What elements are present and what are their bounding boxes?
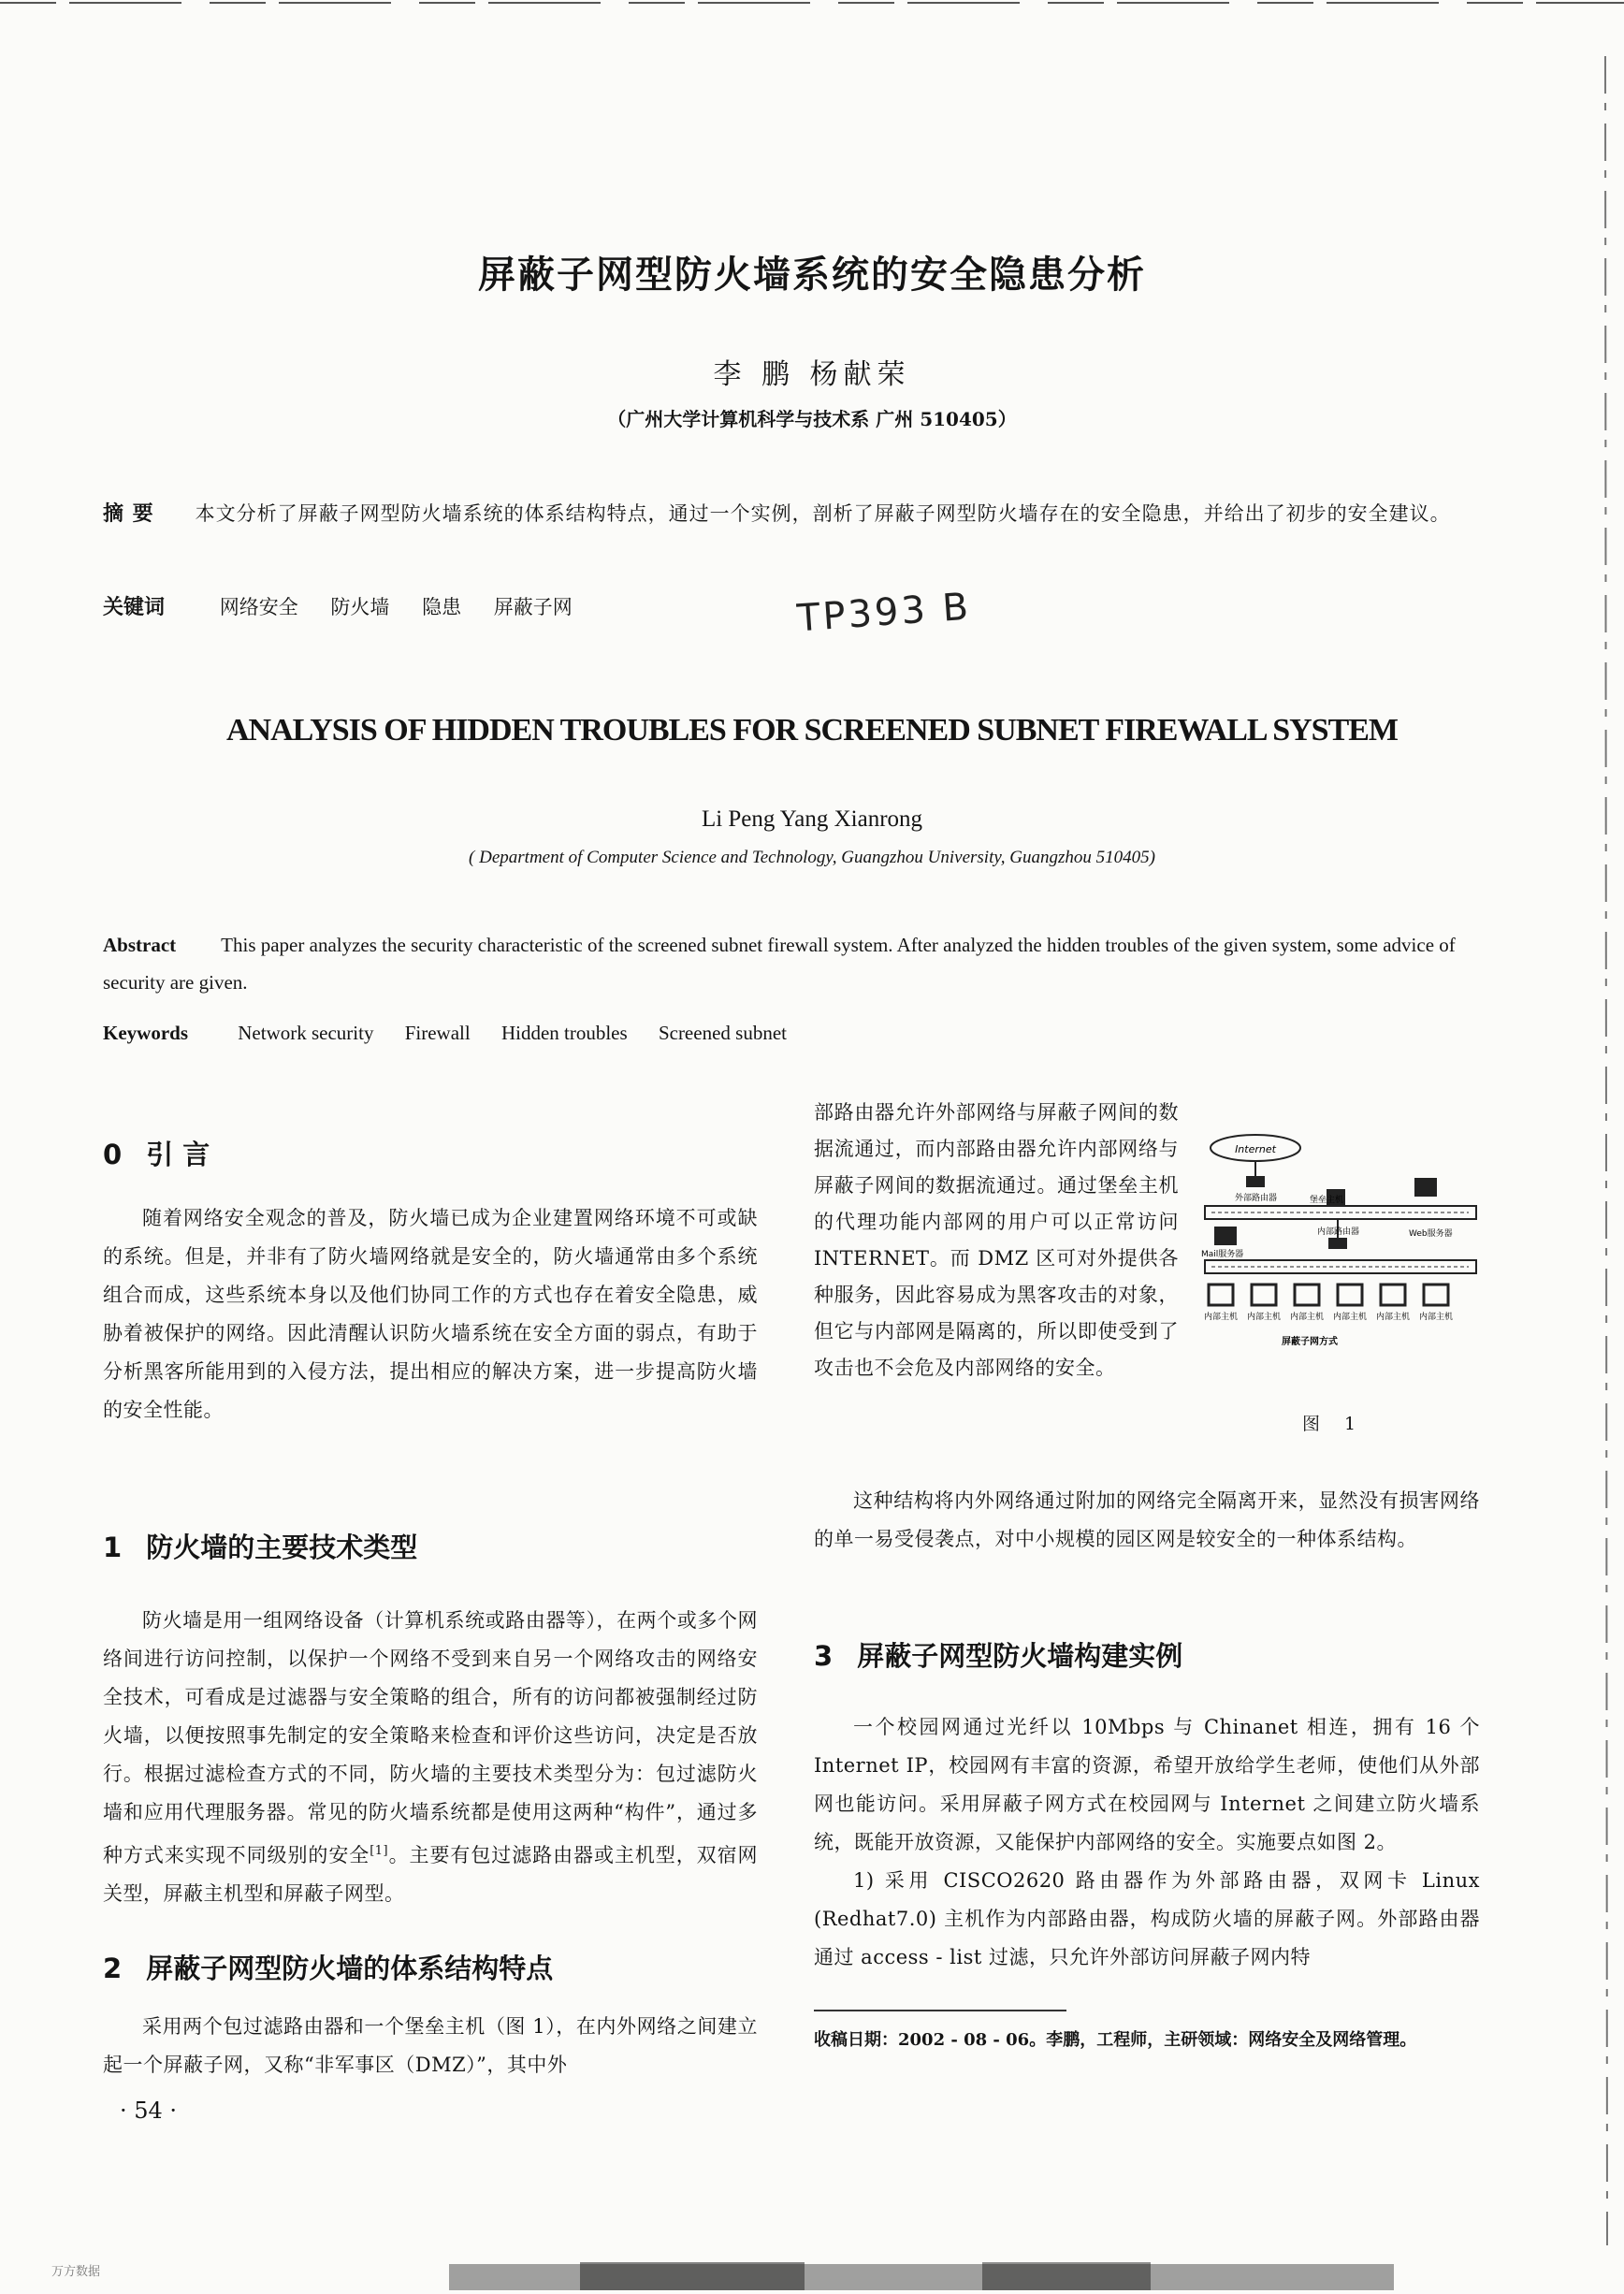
bastion-label: 堡垒主机 xyxy=(1310,1196,1344,1205)
paragraph-text: 防火墙是用一组网络设备（计算机系统或路由器等），在两个或多个网络间进行访问控制，以保护一个网络不受到来自另一个网络攻击的网络安全技术，可看成是过滤器与安全策略的组合，所有的访问都被强制经过防火墙，以便按照事先制定的安全策略来检查和评价这些访问，决定是否放行。根据过滤检查方式的不同，防火墙的主要技术类型分为：包过滤防火墙和应用代理服务器。常见的防火墙系统都是使用这两种“构件”，通过多种方式来实现不同级别的安全 xyxy=(103,1609,758,1866)
abstract-zh-text: 本文分析了屏蔽子网型防火墙系统的体系结构特点，通过一个实例，剖析了屏蔽子网型防火墙存在的安全隐患，并给出了初步的安全建议。 xyxy=(195,502,1451,525)
section-1-body xyxy=(103,1602,758,1913)
keywords-en-label: Keywords xyxy=(103,1022,188,1044)
outer-router-icon xyxy=(1246,1176,1265,1187)
authors-en: Li Peng Yang Xianrong xyxy=(701,806,923,832)
host-icon xyxy=(1424,1285,1448,1305)
section-number: 1 xyxy=(103,1532,123,1563)
abstract-en-label: Abstract xyxy=(103,934,177,956)
section-2-body-final xyxy=(814,1482,1480,1559)
affiliation: （广州大学计算机科学与技术系 广州 510405） xyxy=(607,408,1017,430)
section-2-heading xyxy=(103,1948,553,1986)
mail-server-label: Mail服务器 xyxy=(1201,1250,1244,1259)
section-number: 2 xyxy=(103,1953,123,1984)
web-server-label: Web服务器 xyxy=(1409,1229,1453,1239)
section-title: 防火墙的主要技术类型 xyxy=(146,1532,418,1563)
scan-edge-top xyxy=(0,0,1624,9)
host-icon xyxy=(1338,1285,1362,1305)
section-0-body xyxy=(103,1199,758,1430)
handwritten-classification-note: TP393 B xyxy=(795,585,973,641)
section-3-heading xyxy=(814,1635,1182,1674)
host-icon xyxy=(1295,1285,1319,1305)
section-number: 0 xyxy=(103,1139,123,1170)
abstract-en xyxy=(103,926,1487,1001)
paragraph: 随着网络安全观念的普及，防火墙已成为企业建置网络环境不可或缺的系统。但是，并非有了防火墙网络就是安全的，防火墙通常由多个系统组合而成，这些系统本身以及他们协同工作的方式也存在着安全隐患，威胁着被保护的网络。因此清醒认识防火墙系统在安全方面的弱点，有助于分析黑客所能用到的入侵方法，提出相应的解决方案，进一步提高防火墙的安全性能。 xyxy=(103,1207,758,1421)
section-1-heading xyxy=(103,1527,417,1565)
section-3-body xyxy=(814,1708,1480,1977)
section-number: 3 xyxy=(814,1640,834,1672)
keyword-zh: 屏蔽子网 xyxy=(493,596,573,618)
paragraph: 采用两个包过滤路由器和一个堡垒主机（图 1），在内外网络之间建立起一个屏蔽子网，又称“非军事区（DMZ）”，其中外 xyxy=(103,2015,758,2076)
section-title: 引 言 xyxy=(146,1139,210,1170)
page-number: · 54 · xyxy=(120,2098,178,2124)
paragraph-text-tail: 。主要有包过滤路由器或主机型，双宿网关型，屏蔽主机型和屏蔽子网型。 xyxy=(103,1844,759,1905)
host-icon xyxy=(1209,1285,1233,1305)
authors: 李 鹏 杨献荣 xyxy=(713,358,911,391)
abstract-en-text: This paper analyzes the security characteristic of the screened subnet firewall system. After analyzed the hidden troubles of the given system, some advice of security are given. xyxy=(103,934,1456,994)
paragraph: 一个校园网通过光纤以 10Mbps 与 Chinanet 相连，拥有 16 个 Internet IP，校园网有丰富的资源，希望开放给学生老师，使他们从外部网也能访问。采用屏蔽子网方式在校园网与 Internet 之间建立防火墙系统，既能开放资源，又能保护内部网络的安全。实施要点如图 2。 xyxy=(814,1716,1480,1853)
scan-edge-bottom xyxy=(0,2253,1624,2294)
citation-ref: [1] xyxy=(370,1844,389,1858)
keyword-en: Hidden troubles xyxy=(500,1022,628,1044)
scan-edge-right xyxy=(1590,0,1624,2294)
paper-title: 屏蔽子网型防火墙系统的安全隐患分析 xyxy=(478,254,1146,297)
abstract-zh-label: 摘 要 xyxy=(103,502,154,526)
keyword-en: Network security xyxy=(238,1022,374,1044)
section-title: 屏蔽子网型防火墙的体系结构特点 xyxy=(146,1953,554,1984)
internal-hosts-group xyxy=(1204,1285,1453,1322)
host-icon xyxy=(1252,1285,1276,1305)
paper-title-en: ANALYSIS OF HIDDEN TROUBLES FOR SCREENED SUBNET FIREWALL SYSTEM xyxy=(225,713,1399,748)
internet-label: Internet xyxy=(1235,1143,1276,1155)
figure-1-caption: 图 1 xyxy=(1302,1414,1366,1434)
section-2-body xyxy=(103,2008,758,2084)
keyword-zh: 防火墙 xyxy=(330,596,390,618)
host-label: 内部主机 xyxy=(1418,1313,1454,1322)
host-icon xyxy=(1381,1285,1405,1305)
web-server-icon xyxy=(1414,1178,1437,1197)
host-label: 内部主机 xyxy=(1332,1313,1368,1322)
host-label: 内部主机 xyxy=(1203,1313,1239,1322)
mail-server-icon xyxy=(1214,1227,1237,1245)
host-label: 内部主机 xyxy=(1375,1313,1411,1322)
figure-1-network-diagram xyxy=(1197,1127,1478,1380)
inner-router-icon xyxy=(1328,1238,1347,1249)
abstract-zh xyxy=(103,494,1492,534)
keywords-en xyxy=(103,1022,813,1045)
footnote: 收稿日期：2002 - 08 - 06。李鹏，工程师，主研领域：网络安全及网络管理。 xyxy=(814,2030,1417,2050)
footnote-divider xyxy=(814,2010,1066,2011)
paragraph xyxy=(103,1602,758,1913)
host-label: 内部主机 xyxy=(1289,1313,1325,1322)
outer-router-label: 外部路由器 xyxy=(1235,1194,1278,1203)
inner-router-label: 内部路由器 xyxy=(1317,1227,1360,1237)
keyword-zh: 隐患 xyxy=(422,596,462,618)
keyword-en: Firewall xyxy=(404,1022,471,1044)
figure-subtitle: 屏蔽子网方式 xyxy=(1282,1337,1338,1347)
paragraph: 部路由器允许外部网络与屏蔽子网间的数据流通过，而内部路由器允许内部网络与屏蔽子网间的数据流通过。通过堡垒主机的代理功能内部网的用户可以正常访问 INTERNET。而 DMZ 区可对外提供各种服务，因此容易成为黑客攻击的对象，但它与内部网是隔离的，所以即使受到了攻击也不会危及内部网络的安全。 xyxy=(814,1101,1179,1379)
section-0-heading xyxy=(103,1134,210,1172)
keywords-zh-label: 关键词 xyxy=(103,596,166,619)
section-title: 屏蔽子网型防火墙构建实例 xyxy=(857,1640,1183,1672)
paragraph: 这种结构将内外网络通过附加的网络完全隔离开来，显然没有损害网络的单一易受侵袭点，对中小规模的园区网是较安全的一种体系结构。 xyxy=(814,1489,1480,1550)
keywords-zh xyxy=(103,591,599,620)
section-2-body-continued xyxy=(814,1095,1179,1387)
affiliation-en: ( Department of Computer Science and Technology, Guangzhou University, Guangzhou 510405) xyxy=(469,848,1155,867)
watermark: 万方数据 xyxy=(51,2265,101,2279)
keyword-zh: 网络安全 xyxy=(219,596,298,618)
keyword-en: Screened subnet xyxy=(658,1022,787,1044)
host-label: 内部主机 xyxy=(1246,1313,1282,1322)
paragraph: 1) 采用 CISCO2620 路由器作为外部路由器，双网卡 Linux (Redhat7.0) 主机作为内部路由器，构成防火墙的屏蔽子网。外部路由器通过 access - list 过滤，只允许外部访问屏蔽子网内特 xyxy=(814,1869,1480,1968)
